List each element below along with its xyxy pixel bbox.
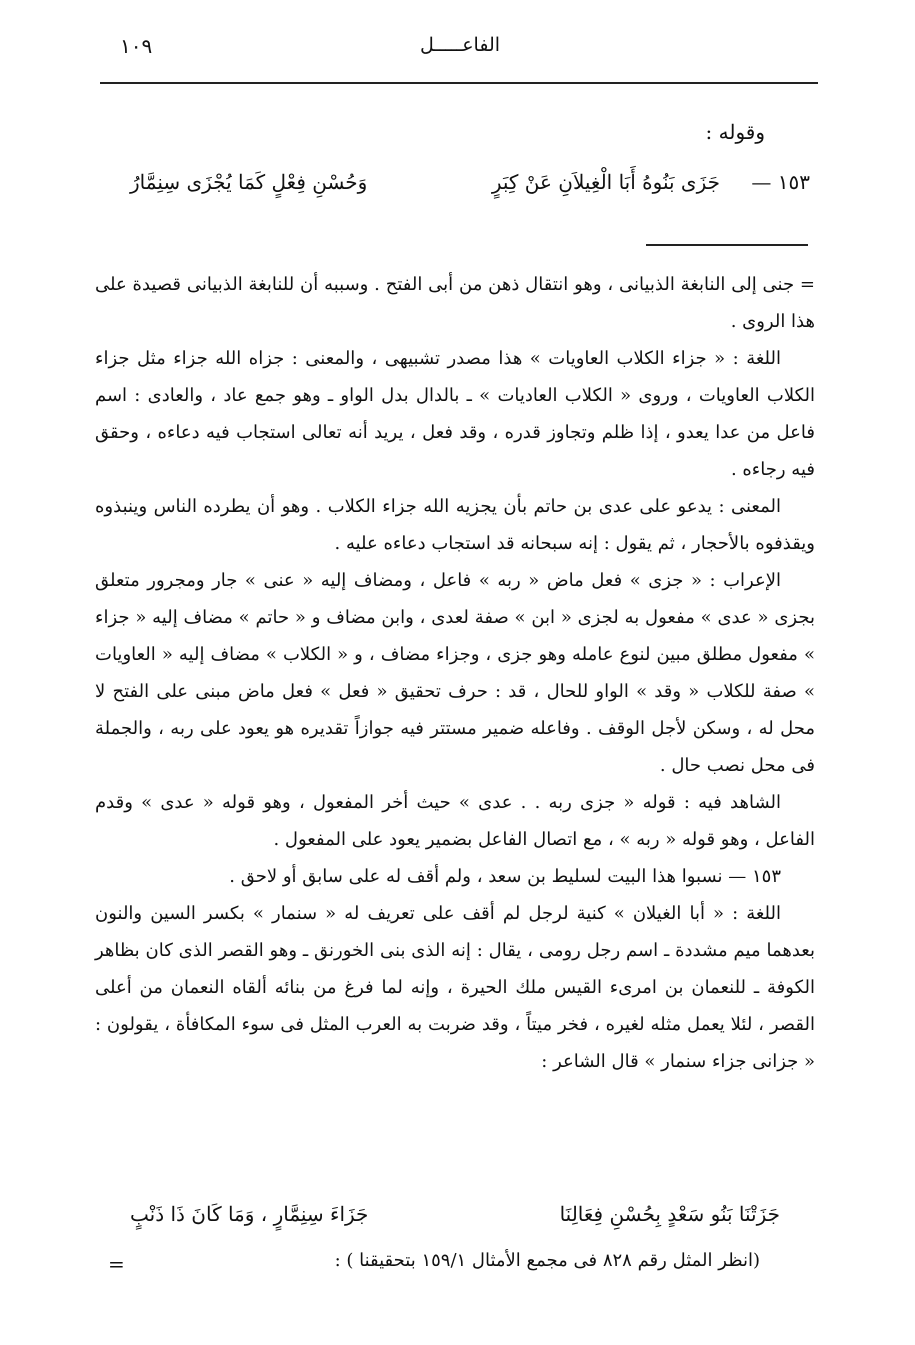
verse-hemistich-1: جَزَى بَنُوهُ أَبَا الْغِيلاَنِ عَنْ كِبَرٍ (491, 170, 720, 194)
running-header-title: الفاعـــــل (419, 34, 501, 56)
paragraph-153-note: ١٥٣ — نسبوا هذا البيت لسليط بن سعد ، ولم أقف له على سابق أو لاحق . (229, 866, 781, 887)
verse-153 (120, 170, 810, 210)
paragraph-lugha-153: اللغة : « أبا الغيلان » كنية لرجل لم أقف على تعريف له « سنمار » بكسر السين والنون بعدهما ميم مشددة ـ اسم رجل رومى ، يقال : إنه الذى بنى الخورنق ـ وهو القصر الذى كان بظاهر الكوفة ـ للنعمان بن امرىء القيس ملك الحيرة ، وإنه لما فرغ من بنائه ألقاه النعمان من أعلى القصر ، لئلا يعمل مثله لغيره ، فخر ميتاً ، وقد ضربت به العرب المثل فى سوء المكافأة ، يقولون : « جزانى جزاء سنمار » قال الشاعر : (95, 903, 815, 1072)
quoted-verse-hemistich-2: جَزَاءَ سِنِمَّارٍ ، وَمَا كَانَ ذَا ذَنْبٍ (130, 1202, 369, 1226)
intro-label: وقوله : (705, 120, 765, 144)
header-rule (100, 82, 818, 84)
quoted-verse (130, 1202, 780, 1236)
commentary-body (95, 266, 815, 1080)
quoted-verse-hemistich-1: جَزَتْنَا بَنُو سَعْدٍ بِحُسْنِ فِعَالِنَا (559, 1202, 780, 1226)
continuation-mark: = (108, 1252, 125, 1276)
verse-number: ١٥٣ — (751, 170, 810, 194)
paragraph-lugha: اللغة : « جزاء الكلاب العاويات » هذا مصدر تشبيهى ، والمعنى : جزاه الله جزاء مثل جزاء الكلاب العاويات ، وروى « الكلاب العاديات » ـ بالدال بدل الواو ـ وهو جمع عاد ، والعادى : اسم فاعل من عدا يعدو ، إذا ظلم وتجاوز قدره ، وقد فعل ، يريد أنه تعالى استجاب فيه دعاءه ، وحقق فيه رجاءه . (95, 348, 815, 480)
footnote-separator (646, 244, 808, 246)
paragraph-irab: الإعراب : « جزى » فعل ماض « ربه » فاعل ، ومضاف إليه « عنى » جار ومجرور متعلق بجزى « عدى » مفعول به لجزى « ابن » صفة لعدى ، وابن مضاف و « حاتم » مضاف إليه « جزاء » مفعول مطلق مبين لنوع عامله وهو جزى ، وجزاء مضاف ، و « الكلاب » مضاف إليه « العاويات » صفة للكلاب « وقد » الواو للحال ، قد : حرف تحقيق « فعل » فعل ماض مبنى على الفتح لا محل له ، وسكن لأجل الوقف . وفاعله ضمير مستتر فيه جوازاً تقديره هو يعود على ربه ، والجملة فى محل نصب حال . (95, 570, 815, 776)
paragraph-maana: المعنى : يدعو على عدى بن حاتم بأن يجزيه الله جزاء الكلاب . وهو أن يطرده الناس وينبذوه ويقذفوه بالأحجار ، ثم يقول : إنه سبحانه قد استجاب دعاءه عليه . (95, 496, 815, 554)
paragraph-shahid: الشاهد فيه : قوله « جزى ربه . . عدى » حيث أخر المفعول ، وهو قوله « عدى » وقدم الفاعل ، وهو قوله « ربه » ، مع اتصال الفاعل بضمير يعود على المفعول . (95, 792, 815, 850)
paragraph-continuation: = جنى إلى النابغة الذبيانى ، وهو انتقال ذهن من أبى الفتح . وسببه أن للنابغة الذبيانى قصيدة على هذا الروى . (95, 274, 815, 332)
verse-hemistich-2: وَحُسْنِ فِعْلٍ كَمَا يُجْزَى سِنِمَّارُ (130, 170, 368, 194)
page-number: ١٠٩ (120, 34, 153, 58)
reference-note: (انظر المثل رقم ٨٢٨ فى مجمع الأمثال ١٥٩/١ بتحقيقنا ) : (334, 1250, 760, 1271)
